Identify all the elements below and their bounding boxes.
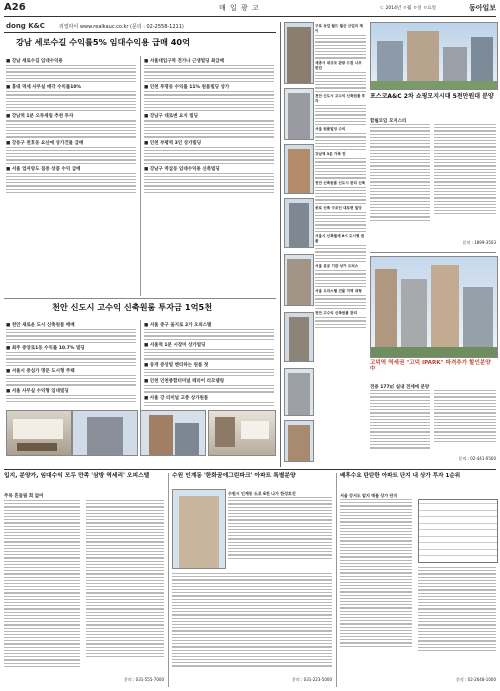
building-photo [140, 410, 206, 456]
building-photo [284, 368, 314, 416]
contact-phone: 문의 : 031-555-7000 [124, 677, 164, 682]
interior-photo [6, 410, 72, 456]
listing-title: 서울시 신축월세 6시 도시형 원룸 [315, 234, 365, 243]
listing-column-right [144, 56, 274, 193]
listing-title: ■ 서울역 1분 시장미 상가빌딩 [144, 342, 206, 348]
left-ad-block [4, 22, 276, 410]
ad-subheading: 수원시 인계동 도로 6천 나가 한성토건 [228, 491, 296, 496]
building-photo [284, 22, 314, 84]
listing-title: ■ 서울대입구역 전가나 근생빌딩 최급매 [144, 59, 225, 64]
ad-headline: 수원 인계동 '한화꿈에그린파크' 아파트 특별분양 [172, 473, 296, 479]
listing-title: ■ 강남구 대로변 요지 빌딩 [144, 114, 198, 120]
listing-title: ■ 인천 투명동 수익률 11% 원룸빌딩 상가 [144, 85, 230, 91]
listing-title: 세종시 대규모 관광 드림 나무 한민 [315, 60, 362, 70]
listing-column-right-2 [144, 320, 274, 406]
contact-phone: 문의 : 031-223-5000 [292, 677, 332, 682]
ad-subheading: 서울 강서도 알지 매물 상가 단지 [340, 493, 398, 498]
right-mid-ad [370, 256, 496, 466]
building-photo [284, 312, 314, 362]
listing-title: ■ 최주 중앙로1동 수익률 10.7% 빌딩 [6, 345, 85, 351]
price-table [418, 499, 498, 563]
listing-title: ■ 천안 새로운 도시 신축원룸 매매 [6, 323, 75, 328]
listing-title: 구로 상업 월드 월산 산업의 제이 [315, 24, 363, 33]
listing-column-left-2 [6, 320, 136, 402]
listing-title: ■ 서울 중구 을지로 2가 오피스텔 [144, 323, 212, 328]
listing-title: 서울 공공 기관 상가 오피스 [315, 264, 359, 269]
listing-title: 천안 신도시 고수익 신축원룸 투자 [315, 93, 366, 103]
listing-title: ■ 사울 강 터미널 고층 상가원룸 [144, 395, 209, 401]
listing-title: 종로 신축 구조인 대로변 빌딩 [315, 205, 362, 210]
listing-title: 서울 원룸빌딩 수익 [315, 127, 346, 132]
listing-title: ■ 서울 업자양도 집중 상품 수익 급매 [6, 166, 81, 172]
ad-subheading: 주목 흔들림 회 없어 [4, 494, 44, 499]
masthead: 동아일보 [468, 3, 496, 12]
listing-title: 천안 신축원룸 신도시 관리 신축 [315, 180, 366, 185]
listing-title: ■ 홍대 역세 사무실 매각 수익률10% [6, 85, 82, 91]
building-photo [284, 198, 314, 248]
ad-headline: 고덕역 역세권 "고덕 IPARK" 파격추가 할인분양 中 [370, 360, 491, 373]
ad-subheading: 합월모임 모지스티 [370, 119, 407, 124]
listing-title: ■ 강남 세로수길 임대수익용 [6, 59, 63, 64]
listing-title: ■ 강동구 천호동 요산에 상가건물 급매 [6, 140, 84, 146]
listing-title: 천안 고수익 신축원룸 관리 [315, 311, 357, 316]
building-photo [284, 88, 314, 140]
listing-title: ■ 강남구 역삼동 임대수익용 신축빌딩 [144, 166, 220, 172]
apartment-photo [172, 489, 226, 569]
listing-title: ■ 서울 사무실 수익형 임대빌딩 [6, 388, 69, 394]
listing-title: ■ 강남역 1분 오투세립 추천 투자 [6, 114, 74, 120]
contact-phone: 문의 : 02-441-0560 [458, 456, 496, 461]
listing-title: 서울 오피스텔 건물 지역 대형 [315, 289, 362, 294]
building-photo [72, 410, 138, 456]
listing-title: 강남역 3분 가족 전 [315, 152, 346, 157]
contact-phone: 문의 : 1899-3503 [462, 240, 496, 245]
page-number: A26 [4, 2, 26, 13]
ad-subheading: 전용 177㎡ 실내 전세에 분양 [370, 385, 430, 390]
ad-headline: 입지, 분양가, 임대수익 모두 만족 '삼방 역세리' 오피스텔 [4, 473, 150, 479]
listing-title: ■ 서울시 중심가 명문 도시형 주택 [6, 368, 75, 374]
listing-title: ■ 인천 부평역 3인 상가빌딩 [144, 140, 202, 146]
mid-column [284, 22, 366, 462]
right-top-ad [370, 22, 496, 250]
complex-photo [370, 22, 498, 90]
issue-date: ㄷ 2014년 ㅇ월 ㅇ일 ㅇ요일 [379, 6, 436, 11]
bottom-ad-1 [4, 473, 164, 687]
ad-headline: 포스코A&C 2차 쇼핑모지시대 5천만원대 분양 [370, 93, 494, 100]
apartment-photo [370, 256, 498, 358]
main-headline: 강남 세로수길 수익률5% 임대수익용 급매 40억 [16, 37, 191, 47]
section-title: 매 일 광 고 [219, 4, 260, 12]
building-photo [284, 420, 314, 462]
page-header [4, 2, 496, 17]
interior-photo [208, 410, 276, 456]
mid-listings [315, 22, 366, 328]
ad-headline: 배후수요 탄탄한 아파트 단지 내 상가 투자 1순위 [340, 473, 461, 479]
contact-phone: 문의 : 02-2648-1000 [456, 677, 496, 682]
listing-title: ■ 인천 인천종합터미널 테리어 리모델링 [144, 379, 225, 385]
mid-headline: 천안 신도시 고수익 신축원룸 투자금 1억5천 [52, 302, 213, 312]
building-photo [284, 144, 314, 194]
bottom-ad-2 [172, 473, 332, 687]
listing-title: ■ 동개 증상빌 멘티하는 원룸 첫 [144, 362, 209, 368]
listing-column-left [6, 56, 136, 193]
contact-line: 리얼라이 www.realkauc.co.kr (문의 : 02-2558-1211) [59, 24, 184, 30]
bottom-ad-3 [340, 473, 496, 687]
brand-logo: dong K&C [6, 22, 45, 30]
building-photo [284, 254, 314, 306]
